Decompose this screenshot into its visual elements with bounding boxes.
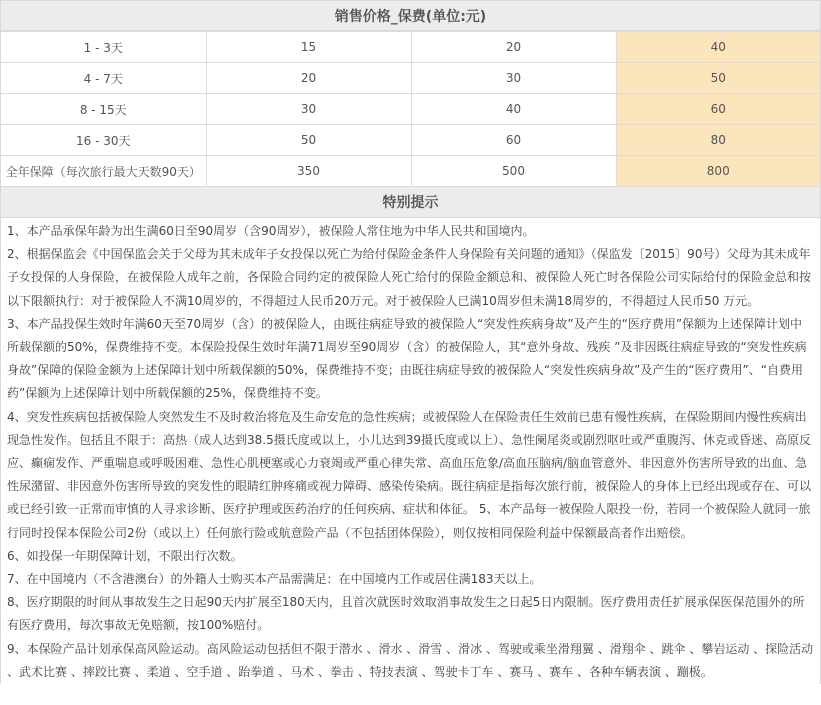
price-cell: 60 [411, 125, 616, 156]
price-table-title: 销售价格_保费(单位:元) [1, 0, 820, 31]
price-cell-highlighted: 60 [616, 94, 820, 125]
price-cell-highlighted: 40 [616, 32, 820, 63]
price-cell: 350 [206, 156, 411, 187]
price-cell: 500 [411, 156, 616, 187]
note-item: 2、根据保监会《中国保监会关于父母为其未成年子女投保以死亡为给付保险金条件人身保险有关问题的通知》（保监发〔2015〕90号）父母为其未成年子女投保的人身保险，在被保险人成年之前，各保险合同约定的被保险人死亡给付的保险金额总和、被保险人死亡时各保险公司实际给付的保险金总和按以下限额执行：对于被保险人不满10周岁的，不得超过人民币20万元。对于被保险人已满10周岁但未满18周岁的，不得超过人民币50 万元。 [7, 247, 812, 308]
price-cell-highlighted: 800 [616, 156, 820, 187]
price-cell: 15 [206, 32, 411, 63]
price-cell: 30 [206, 94, 411, 125]
table-row [1, 94, 820, 125]
price-cell-highlighted: 80 [616, 125, 820, 156]
note-item: 6、如投保一年期保障计划，不限出行次数。 [7, 548, 243, 563]
table-row [1, 63, 820, 94]
table-row [1, 32, 820, 63]
price-cell: 30 [411, 63, 616, 94]
price-cell: 50 [206, 125, 411, 156]
note-item: 9、本保险产品计划承保高风险运动。高风险运动包括但不限于潜水 、滑水 、滑雪 、滑冰 、驾驶或乘坐滑翔翼 、滑翔伞 、跳伞 、攀岩运动 、探险活动 、武术比赛 、摔跤比赛 、柔道 、空手道 、跆拳道 、马术 、拳击 、特技表演 、驾驶卡丁车 、赛马 、赛车 、各种车辆表演 、蹦极。 [7, 641, 814, 679]
period-cell: 全年保障（每次旅行最大天数90天） [1, 156, 206, 187]
note-item: 8、医疗期限的时间从事故发生之日起90天内扩展至180天内，且首次就医时效取消事故发生之日起5日内限制。医疗费用责任扩展承保医保范围外的所有医疗费用，每次事故无免赔额，按100%赔付。 [7, 595, 805, 633]
note-item: 3、本产品投保生效时年满60天至70周岁（含）的被保险人，由既往病症导致的被保险人“突发性疾病身故”及产生的“医疗费用”保额为上述保障计划中所载保额的50%，保费维持不变。本保险投保生效时年满71周岁至90周岁（含）的被保险人，其“意外身故、残疾 ”及非因既往病症导致的“突发性疾病身故”保障的保险金额为上述保障计划中所载保额的50%，保费维持不变；由既往病症导致的被保险人“突发性疾病身故”及产生的“医疗费用”、“自费用药”保额为上述保障计划中所载保额的25%，保费维持不变。 [7, 316, 807, 401]
table-row [1, 125, 820, 156]
notes-list [1, 218, 820, 684]
period-cell: 4 - 7天 [1, 63, 206, 94]
price-cell: 20 [206, 63, 411, 94]
period-cell: 8 - 15天 [1, 94, 206, 125]
period-cell: 16 - 30天 [1, 125, 206, 156]
price-cell: 40 [411, 94, 616, 125]
price-cell-highlighted: 50 [616, 63, 820, 94]
note-item: 7、在中国境内（不含港澳台）的外籍人士购买本产品需满足：在中国境内工作或居住满183天以上。 [7, 572, 542, 587]
table-row [1, 156, 820, 187]
price-table [1, 31, 820, 187]
note-item: 4、突发性疾病包括被保险人突然发生不及时救治将危及生命安危的急性疾病；或被保险人在保险责任生效前已患有慢性疾病，在保险期间内慢性疾病出现急性发作。包括且不限于：高热（成人达到38.5摄氏度或以上，小儿达到39摄氏度或以上）、急性阑尾炎或剧烈呕吐或严重腹泻、休克或昏迷、高原反应、癫痫发作、严重喘息或呼吸困难、急性心肌梗塞或心力衰竭或严重心律失常、高血压危象/高血压脑病/脑血管意外、非因意外伤害所导致的出血、急性尿潴留、非因意外伤害所导致的突发性的眼睛红肿疼痛或视力障碍、感染传染病。既往病症是指每次旅行前，被保险人的身体上已经出现或存在、可以或已经引致一正常而审慎的人寻求诊断、医疗护理或医药治疗的任何疾病、症状和体征。 5、本产品每一被保险人限投一份，若同一个被保险人就同一旅行同时投保本保险公司2份（或以上）任何旅行险或航意险产品（不包括团体保险），则仅按相同保险利益中保额最高者作出赔偿。 [7, 409, 812, 540]
note-item: 1、本产品承保年龄为出生满60日至90周岁（含90周岁），被保险人常住地为中华人民共和国境内。 [7, 224, 535, 238]
price-cell: 20 [411, 32, 616, 63]
notes-title: 特别提示 [1, 187, 820, 218]
period-cell: 1 - 3天 [1, 32, 206, 63]
